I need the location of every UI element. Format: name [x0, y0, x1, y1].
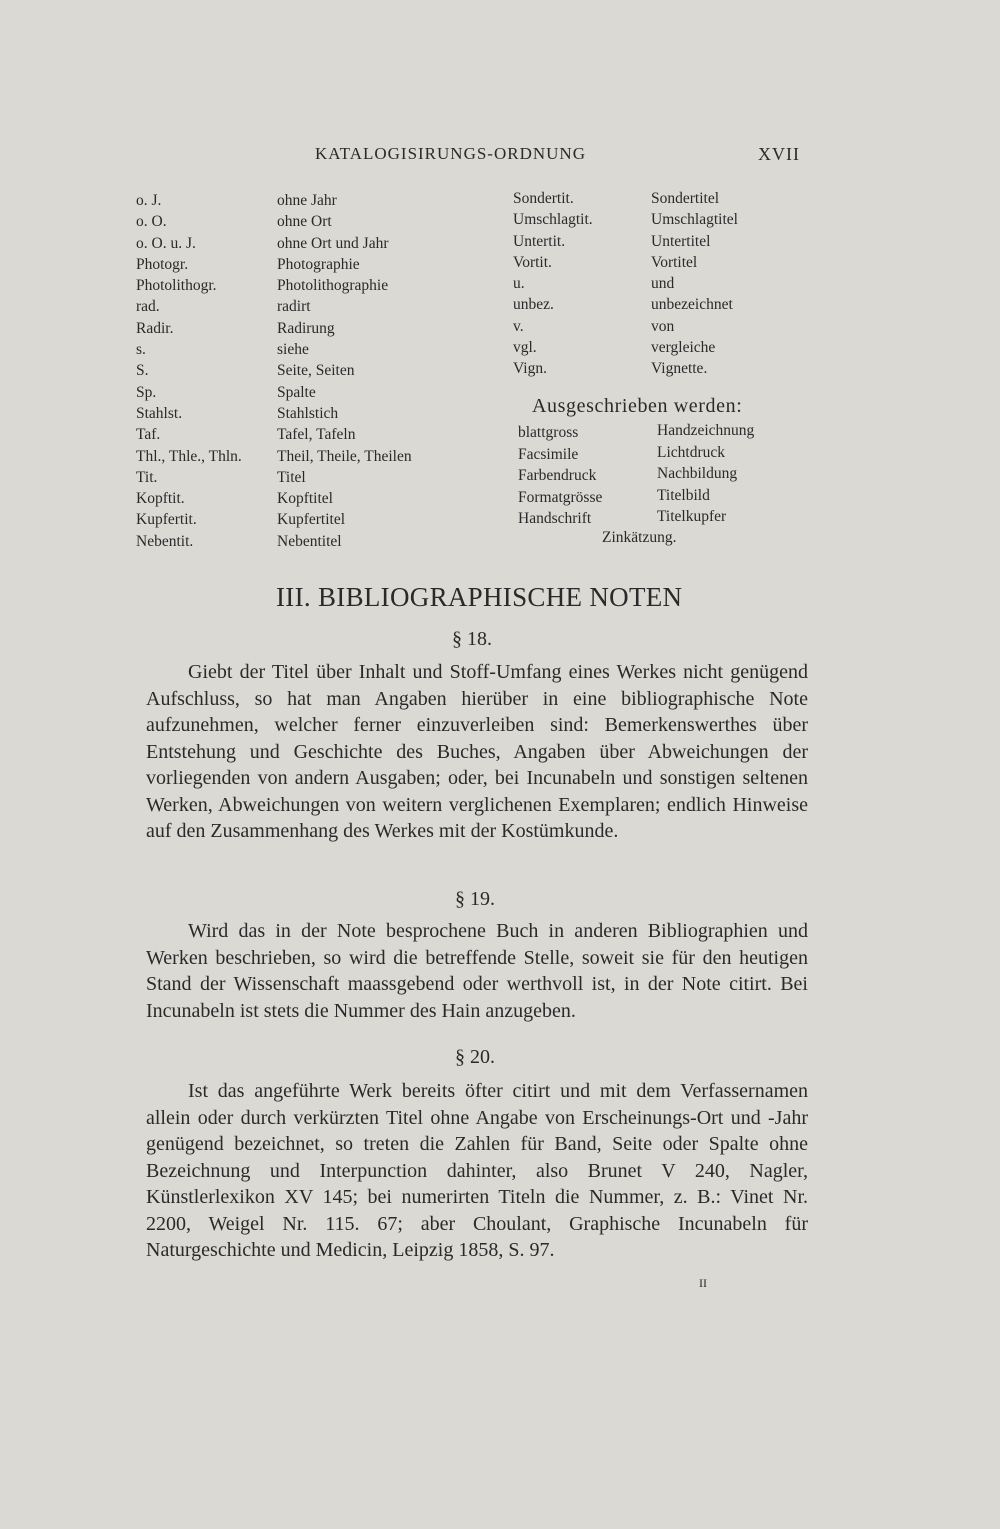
meaning-list-left [277, 190, 412, 552]
abbreviation: Nebentit. [136, 532, 194, 550]
signature-mark: II [699, 1276, 707, 1290]
abbreviation-list-right [513, 188, 593, 380]
written-out-term-last: Zinkätzung. [602, 529, 677, 546]
paragraph-body [146, 918, 808, 1024]
meaning: Theil, Theile, Theilen [277, 447, 412, 465]
abbreviation: Photolithogr. [136, 277, 217, 295]
meaning: Sondertitel [651, 190, 720, 207]
abbreviation: u. [513, 275, 525, 293]
meaning: vergleiche [651, 339, 716, 357]
meaning: Nebentitel [277, 532, 342, 550]
meaning: ohne Jahr [277, 192, 337, 209]
paragraph-text: Giebt der Titel über Inhalt und Stoff-Umfang eines Werkes nicht genügend Aufschluss, so hat man Angaben hierüber in eine bibliographische Note aufzunehmen, welcher ferner einzuverleiben sind: Bemerkenswerthes über Entstehung und Geschichte des Buches, Angaben über Abweichungen der vorliegenden von andern Ausgaben; oder, bei Incunabeln und sonstigen seltenen Werken, Abweichungen von weitern verglichenen Exemplaren; endlich Hinweise auf den Zusammenhang des Werkes mit der Kostümkunde. [146, 661, 808, 842]
abbreviation: Thl., Thle., Thln. [136, 447, 242, 465]
abbreviation: Radir. [136, 319, 174, 337]
abbreviation: Umschlagtit. [513, 211, 593, 229]
written-out-list-2 [657, 420, 754, 528]
meaning: siehe [277, 341, 309, 359]
abbreviation: rad. [136, 298, 160, 316]
meaning: Umschlagtitel [651, 211, 738, 229]
abbreviation: v. [513, 317, 524, 335]
abbreviation: s. [136, 341, 146, 359]
meaning: unbezeichnet [651, 296, 733, 314]
page-number: XVII [758, 144, 800, 164]
meaning-list-right [651, 188, 738, 380]
meaning: von [651, 317, 675, 335]
meaning: Spalte [277, 383, 316, 401]
written-out-term: Nachbildung [657, 465, 738, 482]
running-title: KATALOGISIRUNGS-ORDNUNG [315, 144, 586, 163]
paragraph-number: § 19. [455, 888, 495, 910]
abbreviation: S. [136, 362, 149, 380]
abbreviation: o. O. [136, 213, 167, 231]
written-out-term: Facsimile [518, 445, 579, 463]
meaning: Photolithographie [277, 277, 389, 295]
abbreviation: Untertit. [513, 232, 566, 250]
abbreviation: Sondertit. [513, 190, 574, 207]
written-out-term: Farbendruck [518, 467, 597, 484]
paragraph-number: § 18. [452, 628, 492, 650]
written-out-term: Titelbild [657, 486, 710, 504]
meaning: Untertitel [651, 232, 711, 250]
running-header [140, 144, 800, 168]
meaning: Titel [277, 468, 306, 486]
abbreviation: Vign. [513, 360, 547, 378]
meaning: Vortitel [651, 253, 698, 271]
paragraph-text: Ist das angeführte Werk bereits öfter citirt und mit dem Verfassernamen allein oder durch verkürzten Titel ohne Angabe von Erscheinungs-Ort und -Jahr genügend bezeichnet, so treten die Zahlen für Band, Seite oder Spalte ohne Bezeichnung und Interpunction dahinter, also Brunet V 240, Nagler, Künstlerlexikon XV 145; bei numerirten Titeln die Nummer, z. B.: Vinet Nr. 2200, Weigel Nr. 115. 67; aber Choulant, Graphische Incunabeln für Naturgeschichte und Medicin, Leipzig 1858, S. 97. [146, 1080, 808, 1261]
abbreviation: Kupfertit. [136, 511, 197, 529]
section-title: III. BIBLIOGRAPHISCHE NOTEN [276, 582, 683, 612]
meaning: Radirung [277, 319, 335, 337]
meaning: Tafel, Tafeln [277, 426, 356, 444]
abbreviation: Sp. [136, 383, 157, 401]
meaning: Stahlstich [277, 404, 339, 422]
paragraph-text: Wird das in der Note besprochene Buch in anderen Bibliographien und Werken beschrieben, so wird die betreffende Stelle, soweit sie für den heutigen Stand der Wissenschaft maassgebend oder werthvoll ist, in der Note citirt. Bei Incunabeln ist stets die Nummer des Hain anzugeben. [146, 920, 808, 1022]
abbreviation: Vortit. [513, 253, 552, 271]
written-out-term: Formatgrösse [518, 488, 603, 506]
meaning: radirt [277, 298, 311, 316]
written-out-term: Handschrift [518, 510, 592, 527]
meaning: Photographie [277, 255, 360, 273]
abbreviation: o. O. u. J. [136, 234, 196, 252]
abbreviation: Tit. [136, 468, 158, 486]
meaning: ohne Ort [277, 213, 332, 231]
written-out-term: Titelkupfer [657, 508, 727, 525]
abbreviation: vgl. [513, 339, 537, 357]
paragraph-body [146, 1078, 808, 1264]
abbreviation: Taf. [136, 426, 161, 444]
written-out-list-1 [518, 422, 602, 530]
abbreviation: Kopftit. [136, 490, 185, 508]
abbreviation: unbez. [513, 296, 554, 314]
written-out-heading: Ausgeschrieben werden: [532, 395, 743, 417]
meaning: Vignette. [651, 360, 708, 378]
abbreviation: Photogr. [136, 255, 189, 273]
paragraph-number: § 20. [455, 1046, 495, 1068]
abbreviation: o. J. [136, 192, 162, 209]
paragraph-body [146, 659, 808, 845]
meaning: Kopftitel [277, 490, 333, 508]
written-out-term: Handzeichnung [657, 422, 755, 439]
written-out-term: Lichtdruck [657, 443, 726, 461]
meaning: und [651, 275, 675, 293]
written-out-term: blattgross [518, 424, 579, 441]
meaning: ohne Ort und Jahr [277, 234, 389, 252]
meaning: Kupfertitel [277, 511, 346, 529]
abbreviation-list-left [136, 190, 242, 552]
meaning: Seite, Seiten [277, 362, 355, 380]
abbreviation: Stahlst. [136, 404, 183, 422]
